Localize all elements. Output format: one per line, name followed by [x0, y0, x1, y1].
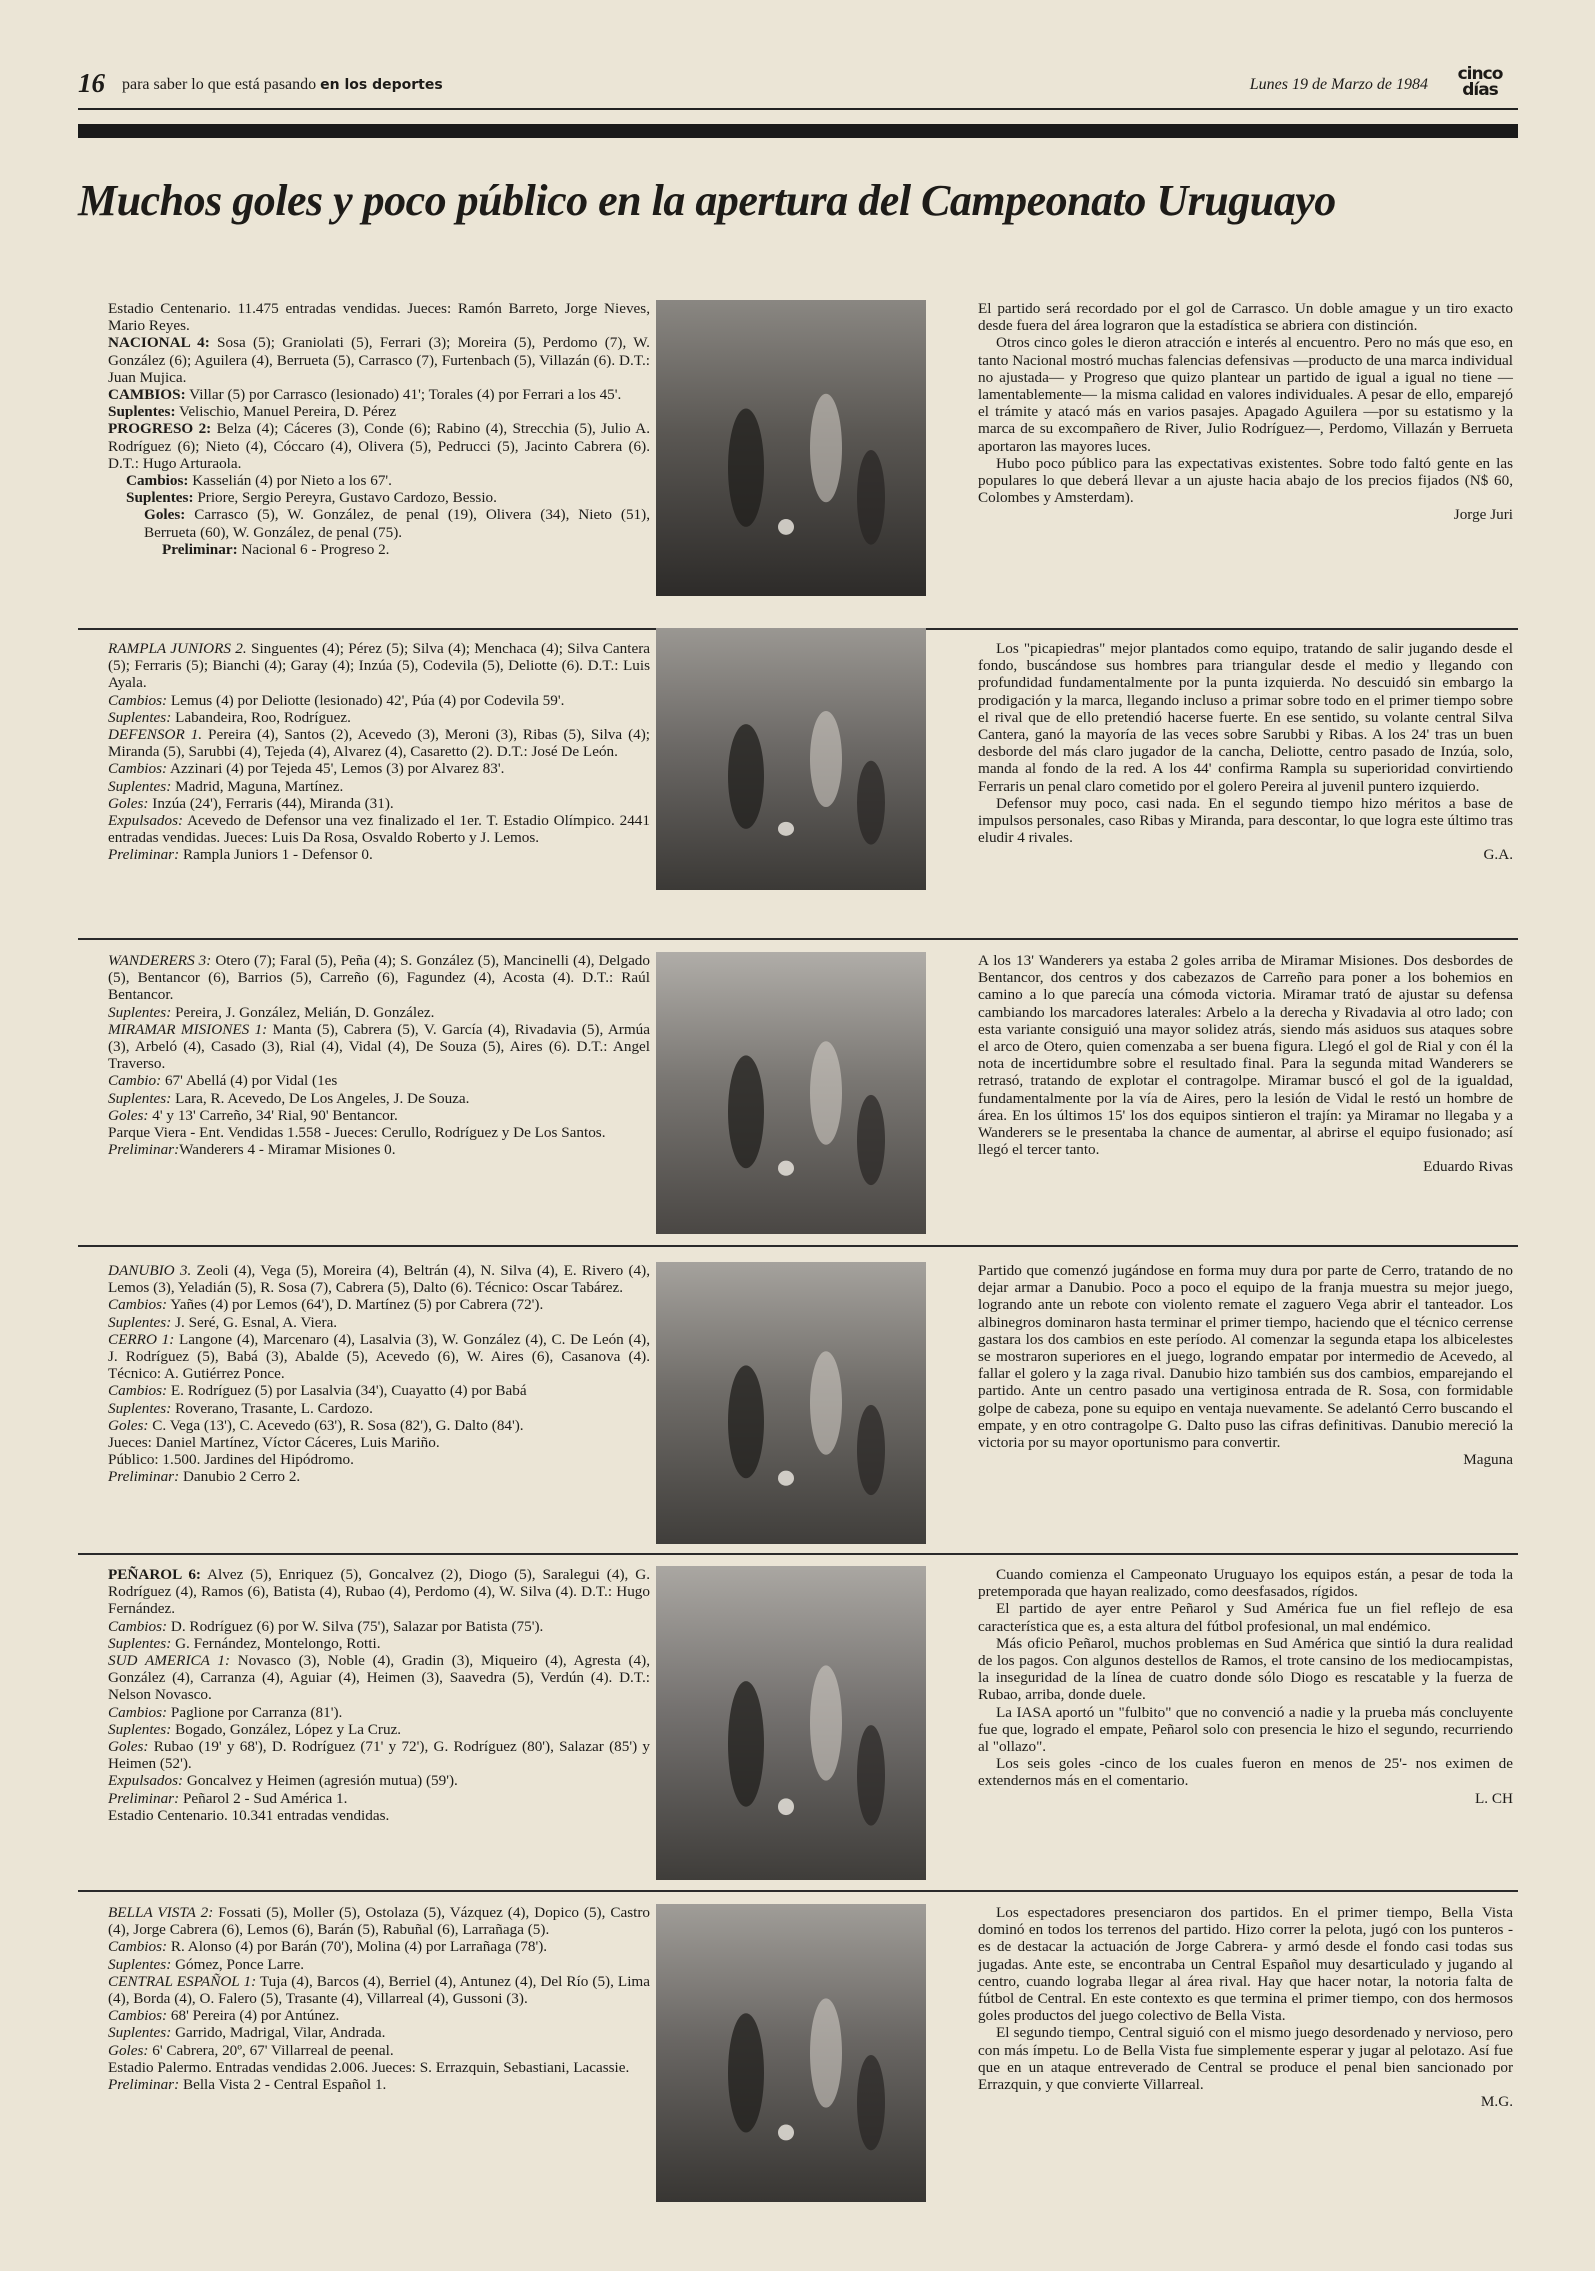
lineup-text: J. Seré, G. Esnal, A. Viera.	[171, 1313, 338, 1331]
commentary-column	[978, 640, 1513, 864]
lineup-label: MIRAMAR MISIONES 1:	[108, 1020, 268, 1038]
page-headline: Muchos goles y poco público en la apertura del Campeonato Uruguayo	[78, 176, 1336, 225]
lineup-label: Cambios:	[108, 1617, 168, 1635]
commentary-paragraph: Hubo poco público para las expectativas existentes. Sobre todo faltó gente en las populares lo que deberá llevar a un ajuste hacia abajo de los precios fijados (N$ 60, Colombes y Amsterdam).	[978, 454, 1513, 507]
commentary-paragraph: Cuando comienza el Campeonato Uruguayo los equipos están, a pesar de toda la pretemporada que hayan realizado, como deesfasados, rígidos.	[978, 1566, 1513, 1601]
lineup-text: Nacional 6 - Progreso 2.	[237, 540, 390, 558]
photo-halftone	[656, 628, 926, 890]
lineup-text: Manta (5), Cabrera (5), V. García (4), Rivadavia (5), Armúa (3), Arbeló (4), Casado (3), Rial (4), Vidal (4), De Souza (5), Aires (6). D.T.: Angel Traverso.	[108, 1020, 650, 1073]
lineup-text: Bogado, González, López y La Cruz.	[171, 1720, 402, 1738]
lineup-text: 68' Pereira (4) por Antúnez.	[167, 2007, 340, 2025]
lineup-text: Peñarol 2 - Sud América 1.	[179, 1789, 348, 1807]
lineup-text: Langone (4), Marcenaro (4), Lasalvia (3), W. González (4), C. De León (4), J. Rodríguez (5), Babá (3), Abalde (5), Acevedo (6), W. Aires (6), Casanova (4). Técnico: A. Gutiérrez Ponce.	[108, 1330, 650, 1383]
lineup-text: 67' Abellá (4) por Vidal (1es	[161, 1072, 338, 1090]
lineup-paragraph	[108, 1314, 650, 1331]
lineup-paragraph	[108, 1652, 650, 1704]
match-photo	[656, 1904, 926, 2202]
lineup-text: G. Fernández, Montelongo, Rotti.	[171, 1634, 381, 1652]
lineup-text: Lemus (4) por Deliotte (lesionado) 42', Púa (4) por Codevila 59'.	[167, 691, 565, 709]
lineup-paragraph	[108, 1973, 650, 2007]
lineup-label: Suplentes:	[108, 1313, 172, 1331]
lineup-text: Otero (7); Faral (5), Peña (4); S. González (5), Mancinelli (4), Delgado (5), Bentancor (6), Barrios (5), Carreño (6), Fagundez (4), Acosta (4). D.T.: Raúl Bentancor.	[108, 952, 650, 1004]
match-report-3	[78, 952, 1518, 1230]
lineup-text: Acevedo de Defensor una vez finalizado el 1er. T. Estadio Olímpico. 2441 entradas vendidas. Jueces: Luis Da Rosa, Osvaldo Roberto y J. Lemos.	[108, 812, 650, 847]
lineup-label: Suplentes:	[108, 1955, 172, 1973]
lineup-text: Azzinari (4) por Tejeda 45', Lemos (3) por Alvarez 83'.	[167, 760, 505, 778]
lineup-label: Preliminar:	[162, 540, 238, 558]
lineup-paragraph	[108, 1807, 650, 1824]
lineup-label: Cambios:	[108, 691, 168, 709]
lineup-paragraph	[108, 1738, 650, 1772]
lineup-paragraph	[108, 2024, 650, 2041]
lineup-text: Belza (4); Cáceres (3), Conde (6); Rabino (4), Strecchia (5), Julio A. Rodríguez (6); Nieto (4), Cóccaro (4), Olivera (5), Pedrucci (5), Jacinto Cabrera (6). D.T.: Hugo Arturaola.	[108, 420, 651, 472]
lineup-text: Labandeira, Roo, Rodríguez.	[171, 708, 351, 726]
lineup-label: PEÑAROL 6:	[108, 1566, 201, 1583]
lineup-label: Suplentes:	[108, 777, 172, 795]
lineup-paragraph	[108, 846, 650, 863]
lineup-paragraph	[108, 1417, 650, 1434]
lineup-paragraph	[108, 1721, 650, 1738]
section-divider	[78, 938, 1518, 940]
lineup-paragraph	[108, 2059, 650, 2076]
commentary-paragraph: Partido que comenzó jugándose en forma muy dura por parte de Cerro, tratando de no dejar armar a Danubio. Poco a poco el equipo de la franja muestra su mejor juego, logrando ante un rebote con violento remate el zaguero Vega abrir el tanteador. Los albinegros dominaron hasta terminar el primer tiempo, haciendo que el técnico cerrense gastara los dos cambios en este período. Al comenzar la segunda etapa los albicelestes se mostraron superiores en el juego, logrando empatar por intermedio de Acevedo, al fallar el golero y la zaga rival. Danubio hizo también sus dos cambios, emparejando el partido. Ante un centro pasado una vertiginosa entrada de R. Sosa, con formidable golpe de cabeza, pone su equipo en ventaja nuevamente. Se adelantó Cerro buscando el empate, y en otro contragolpe G. Dalto puso las cifras definitivas. Danubio mereció la victoria por su mayor oportunismo para convertir.	[978, 1262, 1513, 1452]
lineup-label: Expulsados:	[108, 1772, 184, 1790]
lineup-paragraph	[108, 795, 650, 812]
lineup-text: Priore, Sergio Pereyra, Gustavo Cardozo, Bessio.	[193, 489, 497, 507]
lineup-text: Wanderers 4 - Miramar Misiones 0.	[179, 1141, 396, 1159]
author-signature: M.G.	[1480, 2093, 1513, 2111]
lineup-label: Cambios:	[108, 1938, 168, 1956]
lineup-label: Suplentes:	[108, 403, 176, 421]
lineup-paragraph	[108, 489, 650, 506]
lineup-label: Suplentes:	[108, 1720, 172, 1738]
lineup-text: Singuentes (4); Pérez (5); Silva (4); Menchaca (4); Silva Cantera (5); Ferraris (5); Bianchi (4); Garay (4); Inzúa (5), Codevila (5), Deliotte (6). D.T.: Luis Ayala.	[108, 640, 651, 692]
photo-halftone	[656, 1904, 926, 2202]
lineup-paragraph	[108, 1124, 650, 1141]
lineup-paragraph	[108, 334, 650, 386]
lineup-text: Carrasco (5), W. González, de penal (19), Olivera (34), Nieto (51), Berrueta (60), W. González, de penal (75).	[144, 506, 650, 541]
lineup-paragraph	[108, 1938, 650, 1955]
commentary-paragraph: Más oficio Peñarol, muchos problemas en Sud América que sintió la dura realidad de los pagos. Con algunos destellos de Ramos, el trote cansino de los mediocampistas, la inseguridad de la línea de cuatro donde sólo Diogo es rescatable y la fuerza de Rubao, arriba, donde duele.	[978, 1634, 1513, 1704]
lineup-text: Alvez (5), Enriquez (5), Goncalvez (2), Diogo (5), Saralegui (4), G. Rodríguez (4), Ramos (6), Batista (4), Rubao (4), Perdomo (4), W. Silva (4). D.T.: Hugo Fernández.	[108, 1566, 650, 1618]
header-tagline: para saber lo que está pasando en los deportes	[122, 76, 443, 93]
commentary-column	[978, 1566, 1513, 1807]
lineup-label: Cambios:	[108, 2007, 168, 2025]
lineup-paragraph	[108, 1434, 650, 1451]
commentary-paragraph: Defensor muy poco, casi nada. En el segundo tiempo hizo méritos a base de impulsos personales, caso Ribas y Miranda, para descontar, lo que logra este último tras eludir 4 rivales.	[978, 794, 1513, 847]
lineup-label: Cambio:	[108, 1072, 162, 1090]
lineup-paragraph	[108, 640, 650, 692]
commentary-paragraph: El segundo tiempo, Central siguió con el mismo juego desordenado y nervioso, pero con más ímpetu. Lo de Bella Vista fue simplemente esperar y jugar al pelotazo. Así fue que en un ataque entreverado de Central se produce el penal bien sancionado por Errazquin, y que convierte Villarreal.	[978, 2024, 1513, 2094]
lineup-text: Paglione por Carranza (81').	[167, 1703, 343, 1721]
lineup-paragraph	[108, 2007, 650, 2024]
lineup-label: Suplentes:	[108, 708, 172, 726]
lineup-paragraph	[108, 1021, 650, 1073]
lineup-label: Suplentes:	[108, 1089, 172, 1107]
lineup-paragraph	[108, 1635, 650, 1652]
lineup-text: Tuja (4), Barcos (4), Berriel (4), Antunez (4), Del Río (5), Lima (4), Borda (4), O. Falero (5), Trasante (4), Villarreal (4), Gussoni (3).	[108, 1972, 650, 2008]
commentary-column	[978, 1262, 1513, 1468]
lineup-text: D. Rodríguez (6) por W. Silva (75'), Salazar por Batista (75').	[167, 1617, 544, 1635]
lineup-paragraph	[108, 1772, 650, 1789]
commentary-paragraph: Los seis goles -cinco de los cuales fueron en menos de 25'- nos eximen de extendernos más en el comentario.	[978, 1755, 1513, 1790]
match-report-6	[78, 1904, 1518, 2204]
lineup-paragraph	[108, 386, 650, 403]
commentary-paragraph: A los 13' Wanderers ya estaba 2 goles arriba de Miramar Misiones. Dos desbordes de Bentancor, dos centros y dos cabezazos de Carreño para poner a los bohemios en camino a lo que parecía una cómoda victoria. Miramar trató de ajustar su defensa cambiando los marcadores laterales: Arbelo a la derecha y Rivadavia al otro lado; con esta variante consiguió una mayor solidez atrás, siendo más asiduos sus ataques sobre el arco de Otero, quien comenzaba a ser buena figura. Llegó el gol de Rial y con él la nota de incertidumbre sobre el resultado final. Para la segunda mitad Wanderers se retrasó, tratando de explotar el contragolpe. Miramar buscó el gol de la igualdad, fundamentalmente por la vía de Aires, pero la lesión de Vidal le restó un hombre de área. En los últimos 15' los dos equipos sintieron el trajín: ya Miramar no llegaba y a Wanderers se le presentaba la chance de aumentar, al abrirse el equipo fusionado; así llegó el tercer tanto.	[978, 952, 1513, 1159]
page-number: 16	[78, 68, 105, 98]
lineup-text: Danubio 2 Cerro 2.	[179, 1468, 301, 1486]
lineup-paragraph	[108, 472, 650, 489]
lineup-label: Goles:	[108, 1416, 149, 1434]
lineup-label: Goles:	[108, 1106, 149, 1124]
lineup-paragraph	[108, 1090, 650, 1107]
lineup-text: C. Vega (13'), C. Acevedo (63'), R. Sosa (82'), G. Dalto (84').	[148, 1416, 524, 1434]
lineup-text: Estadio Palermo. Entradas vendidas 2.006. Jueces: S. Errazquin, Sebastiani, Lacassie.	[108, 2058, 630, 2076]
lineup-label: Cambios:	[108, 760, 168, 778]
lineup-paragraph	[108, 1296, 650, 1313]
lineup-paragraph	[108, 1331, 650, 1383]
lineup-text: Rubao (19' y 68'), D. Rodríguez (71' y 72'), G. Rodríguez (80'), Salazar (85') y Heimen (52').	[108, 1738, 650, 1773]
lineup-text: Lara, R. Acevedo, De Los Angeles, J. De Souza.	[171, 1089, 470, 1107]
commentary-paragraph: El partido de ayer entre Peñarol y Sud América fue un fiel reflejo de esa característica que es, a esta altura del fútbol profesional, un mal endémico.	[978, 1600, 1513, 1635]
lineup-paragraph	[108, 300, 650, 334]
author-signature: G.A.	[1483, 846, 1513, 864]
lineup-paragraph	[108, 541, 650, 558]
commentary-paragraph: La IASA aportó un "fulbito" que no convenció a nadie y la prueba más concluyente fue que, logrado el empate, Peñarol solo con presencia le hizo el segundo, recurriendo al "ollazo".	[978, 1703, 1513, 1756]
lineup-label: Goles:	[108, 794, 149, 812]
match-photo	[656, 628, 926, 890]
lineup-label: Cambios:	[108, 1296, 168, 1314]
lineup-text: Rampla Juniors 1 - Defensor 0.	[179, 846, 373, 864]
lineup-paragraph	[108, 403, 650, 420]
lineup-text: Villar (5) por Carrasco (lesionado) 41'; Torales (4) por Ferrari a los 45'.	[185, 386, 622, 404]
lineup-paragraph	[108, 1618, 650, 1635]
lineup-column	[108, 952, 650, 1158]
photo-halftone	[656, 300, 926, 596]
commentary-column	[978, 300, 1513, 524]
header-date: Lunes 19 de Marzo de 1984	[1249, 76, 1428, 93]
commentary-paragraph: Los espectadores presenciaron dos partidos. En el primer tiempo, Bella Vista dominó en todos los terrenos del partido. Hizo correr la pelota, jugó con los punteros -es de destacar la actuación de Jorge Cabrera- y armó desde el fondo casi todas sus jugadas. Ante este, se encontraba un Central Español muy desarticulado y jugando al centro, cuando lograba llegar al área rival. Hay que hacer notar, la notoria falta de fútbol de Central. En este contexto es que termina el primer tiempo, con dos hermosos goles productos del juego colectivo de Bella Vista.	[978, 1904, 1513, 2025]
lineup-column	[108, 300, 650, 558]
lineup-label: PROGRESO 2:	[108, 420, 212, 438]
commentary-column	[978, 1904, 1513, 2110]
lineup-paragraph	[108, 2042, 650, 2059]
lineup-text: Gómez, Ponce Larre.	[171, 1955, 305, 1973]
match-photo	[656, 1262, 926, 1544]
author-signature: Maguna	[1463, 1451, 1513, 1469]
lineup-paragraph	[108, 1004, 650, 1021]
lineup-label: BELLA VISTA 2:	[108, 1904, 214, 1921]
lineup-paragraph	[108, 1904, 650, 1938]
lineup-paragraph	[108, 1566, 650, 1618]
lineup-label: CENTRAL ESPAÑOL 1:	[108, 1972, 257, 1990]
lineup-paragraph	[108, 1141, 650, 1158]
lineup-text: Velischio, Manuel Pereira, D. Pérez	[175, 403, 397, 421]
author-signature: Jorge Juri	[1453, 506, 1513, 524]
lineup-text: Fossati (5), Moller (5), Ostolaza (5), Vázquez (4), Dopico (5), Castro (4), Jorge Cabrera (6), Lemos (6), Barán (5), Rabuñal (6), Larrañaga (5).	[108, 1904, 650, 1939]
page-header	[78, 64, 1518, 104]
lineup-label: Goles:	[108, 1738, 149, 1756]
lineup-text: 6' Cabrera, 20º, 67' Villarreal de peenal.	[148, 2041, 394, 2059]
lineup-paragraph	[108, 1262, 650, 1296]
match-report-2	[78, 640, 1518, 940]
lineup-label: Cambios:	[108, 1703, 168, 1721]
lineup-label: Suplentes:	[108, 1634, 172, 1652]
lineup-label: Suplentes:	[108, 2024, 172, 2042]
match-photo	[656, 300, 926, 596]
lineup-label: WANDERERS 3:	[108, 952, 212, 969]
lineup-label: Cambios:	[126, 472, 189, 490]
lineup-label: Goles:	[108, 2041, 149, 2059]
lineup-label: Preliminar:	[108, 1468, 180, 1486]
lineup-paragraph	[108, 1468, 650, 1485]
section-divider	[78, 1553, 1518, 1555]
lineup-text: R. Alonso (4) por Barán (70'), Molina (4) por Larrañaga (78').	[167, 1938, 548, 1956]
lineup-column	[108, 1566, 650, 1824]
lineup-paragraph	[108, 692, 650, 709]
lineup-paragraph	[108, 1382, 650, 1399]
lineup-paragraph	[108, 952, 650, 1004]
lineup-paragraph	[108, 1956, 650, 1973]
lineup-label: DANUBIO 3.	[108, 1262, 192, 1279]
lineup-text: Bella Vista 2 - Central Español 1.	[179, 2076, 387, 2094]
lineup-label: Preliminar:	[108, 1141, 180, 1159]
match-photo	[656, 1566, 926, 1880]
lineup-label: Preliminar:	[108, 846, 180, 864]
header-thick-rule	[78, 124, 1518, 138]
lineup-label: Preliminar:	[108, 1789, 180, 1807]
lineup-label: CAMBIOS:	[108, 386, 186, 404]
photo-halftone	[656, 952, 926, 1234]
commentary-paragraph: Los "picapiedras" mejor plantados como equipo, tratando de salir jugando desde el fondo, buscándose sus hombres para triangular desde el medio y llegando con profundidad fundamentalmente por la punta izquierda. No descuidó sin embargo la prodigación y la marca, llegando incluso a primar sobre todo en el primer tiempo sobre el rival que de ello pretendió hacerse fuerte. En ese sentido, su volante central Silva Cantera, ganó la mayoría de las veces sobre Sarubbi y Ribas. A los 24' tras un buen desborde del más claro jugador de la cancha, Deliotte, centro pasado de Inzúa, solo, manda al fondo de la red. A los 44' confirma Rampla su superioridad convirtiendo Ferraris un penal claro cometido por el golero Pereira al juvenil puntero izquierdo.	[978, 640, 1513, 795]
lineup-text: Estadio Centenario. 11.475 entradas vendidas. Jueces: Ramón Barreto, Jorge Nieves, Mario Reyes.	[108, 300, 650, 335]
lineup-text: Parque Viera - Ent. Vendidas 1.558 - Jueces: Cerullo, Rodríguez y De Los Santos.	[108, 1124, 606, 1142]
lineup-paragraph	[108, 709, 650, 726]
newspaper-logo: cinco días	[1457, 64, 1503, 100]
lineup-paragraph	[108, 760, 650, 777]
header-rule	[78, 108, 1518, 110]
lineup-text: Garrido, Madrigal, Vilar, Andrada.	[171, 2024, 386, 2042]
lineup-paragraph	[108, 1704, 650, 1721]
lineup-text: Pereira (4), Santos (2), Acevedo (3), Meroni (3), Ribas (5), Silva (4); Miranda (5), Sarubbi (4), Tejeda (4), Alvarez (4), Casaretto (2). D.T.: José De León.	[108, 726, 650, 761]
commentary-paragraph: Otros cinco goles le dieron atracción e interés al encuentro. Pero no más que eso, en tanto Nacional mostró muchas falencias defensivas —producto de una marca individual no ajustada— y Progreso que quizo plantear un partido de igual a igual no tiene —lamentablemente— la misma calidad en valores individuales. A pesar de ello, emparejó el trámite y atacó más en varios pasajes. Apagado Aguilera —por su estatismo y la marca de su excompañero de River, Julio Rodríguez—, Perdomo, Villazán y Berrueta aportaron las mayores luces.	[978, 334, 1513, 455]
lineup-label: CERRO 1:	[108, 1330, 175, 1348]
photo-halftone	[656, 1262, 926, 1544]
lineup-paragraph	[108, 2076, 650, 2093]
lineup-label: Preliminar:	[108, 2076, 180, 2094]
lineup-label: Cambios:	[108, 1382, 168, 1400]
match-photo	[656, 952, 926, 1234]
lineup-text: Yañes (4) por Lemos (64'), D. Martínez (5) por Cabrera (72').	[167, 1296, 544, 1314]
lineup-label: Expulsados:	[108, 812, 184, 830]
lineup-label: Suplentes:	[108, 1399, 172, 1417]
lineup-paragraph	[108, 420, 650, 472]
lineup-paragraph	[108, 1072, 650, 1089]
lineup-text: Novasco (3), Noble (4), Gradin (3), Miqueiro (4), Agresta (4), González (4), Carranza (4), Aguiar (4), Heimen (3), Saavedra (5), Verdún (4). D.T.: Nelson Novasco.	[108, 1652, 650, 1704]
author-signature: L. CH	[1475, 1789, 1513, 1807]
lineup-text: Jueces: Daniel Martínez, Víctor Cáceres, Luis Mariño.	[108, 1434, 440, 1452]
lineup-text: Inzúa (24'), Ferraris (44), Miranda (31).	[148, 794, 394, 812]
lineup-paragraph	[108, 506, 650, 540]
lineup-text: Madrid, Maguna, Martínez.	[171, 777, 344, 795]
lineup-label: SUD AMERICA 1:	[108, 1652, 231, 1670]
lineup-column	[108, 1262, 650, 1486]
commentary-column	[978, 952, 1513, 1176]
lineup-text: Sosa (5); Graniolati (5), Ferrari (3); Moreira (5), Perdomo (7), W. González (6); Aguilera (4), Berrueta (5), Carrasco (7), Furtenbach (5), Villazán (6). D.T.: Juan Mujica.	[108, 334, 650, 386]
lineup-text: Roverano, Trasante, L. Cardozo.	[171, 1399, 373, 1417]
lineup-column	[108, 640, 650, 864]
lineup-label: DEFENSOR 1.	[108, 726, 203, 744]
lineup-paragraph	[108, 1790, 650, 1807]
lineup-text: E. Rodríguez (5) por Lasalvia (34'), Cuayatto (4) por Babá	[167, 1382, 527, 1400]
commentary-paragraph: El partido será recordado por el gol de Carrasco. Un doble amague y un tiro exacto desde fuera del área lograron que la estadística se abriera con distinción.	[978, 300, 1513, 335]
match-report-5	[78, 1566, 1518, 1876]
lineup-text: 4' y 13' Carreño, 34' Rial, 90' Bentancor.	[148, 1106, 398, 1124]
lineup-text: Público: 1.500. Jardines del Hipódromo.	[108, 1451, 354, 1469]
lineup-paragraph	[108, 1400, 650, 1417]
lineup-label: Goles:	[144, 506, 186, 524]
lineup-paragraph	[108, 726, 650, 760]
section-divider	[78, 1890, 1518, 1892]
lineup-paragraph	[108, 1451, 650, 1468]
lineup-label: RAMPLA JUNIORS 2.	[108, 640, 247, 657]
match-report-4	[78, 1262, 1518, 1547]
lineup-label: NACIONAL 4:	[108, 334, 210, 352]
lineup-column	[108, 1904, 650, 2093]
lineup-text: Goncalvez y Heimen (agresión mutua) (59').	[183, 1772, 458, 1790]
lineup-text: Pereira, J. González, Melián, D. González.	[171, 1003, 435, 1021]
lineup-paragraph	[108, 812, 650, 846]
lineup-paragraph	[108, 778, 650, 795]
match-report-1	[78, 300, 1518, 630]
author-signature: Eduardo Rivas	[1423, 1158, 1513, 1176]
lineup-text: Zeoli (4), Vega (5), Moreira (4), Beltrán (4), N. Silva (4), E. Rivero (4), Lemos (3), Yeladián (5), R. Sosa (7), Cabrera (5), Dalto (6). Técnico: Oscar Tabárez.	[108, 1262, 650, 1297]
lineup-paragraph	[108, 1107, 650, 1124]
lineup-text: Estadio Centenario. 10.341 entradas vendidas.	[108, 1806, 390, 1824]
lineup-label: Suplentes:	[126, 489, 194, 507]
lineup-text: Kasselián (4) por Nieto a los 67'.	[188, 472, 392, 490]
section-divider	[78, 1245, 1518, 1247]
photo-halftone	[656, 1566, 926, 1880]
lineup-label: Suplentes:	[108, 1003, 172, 1021]
